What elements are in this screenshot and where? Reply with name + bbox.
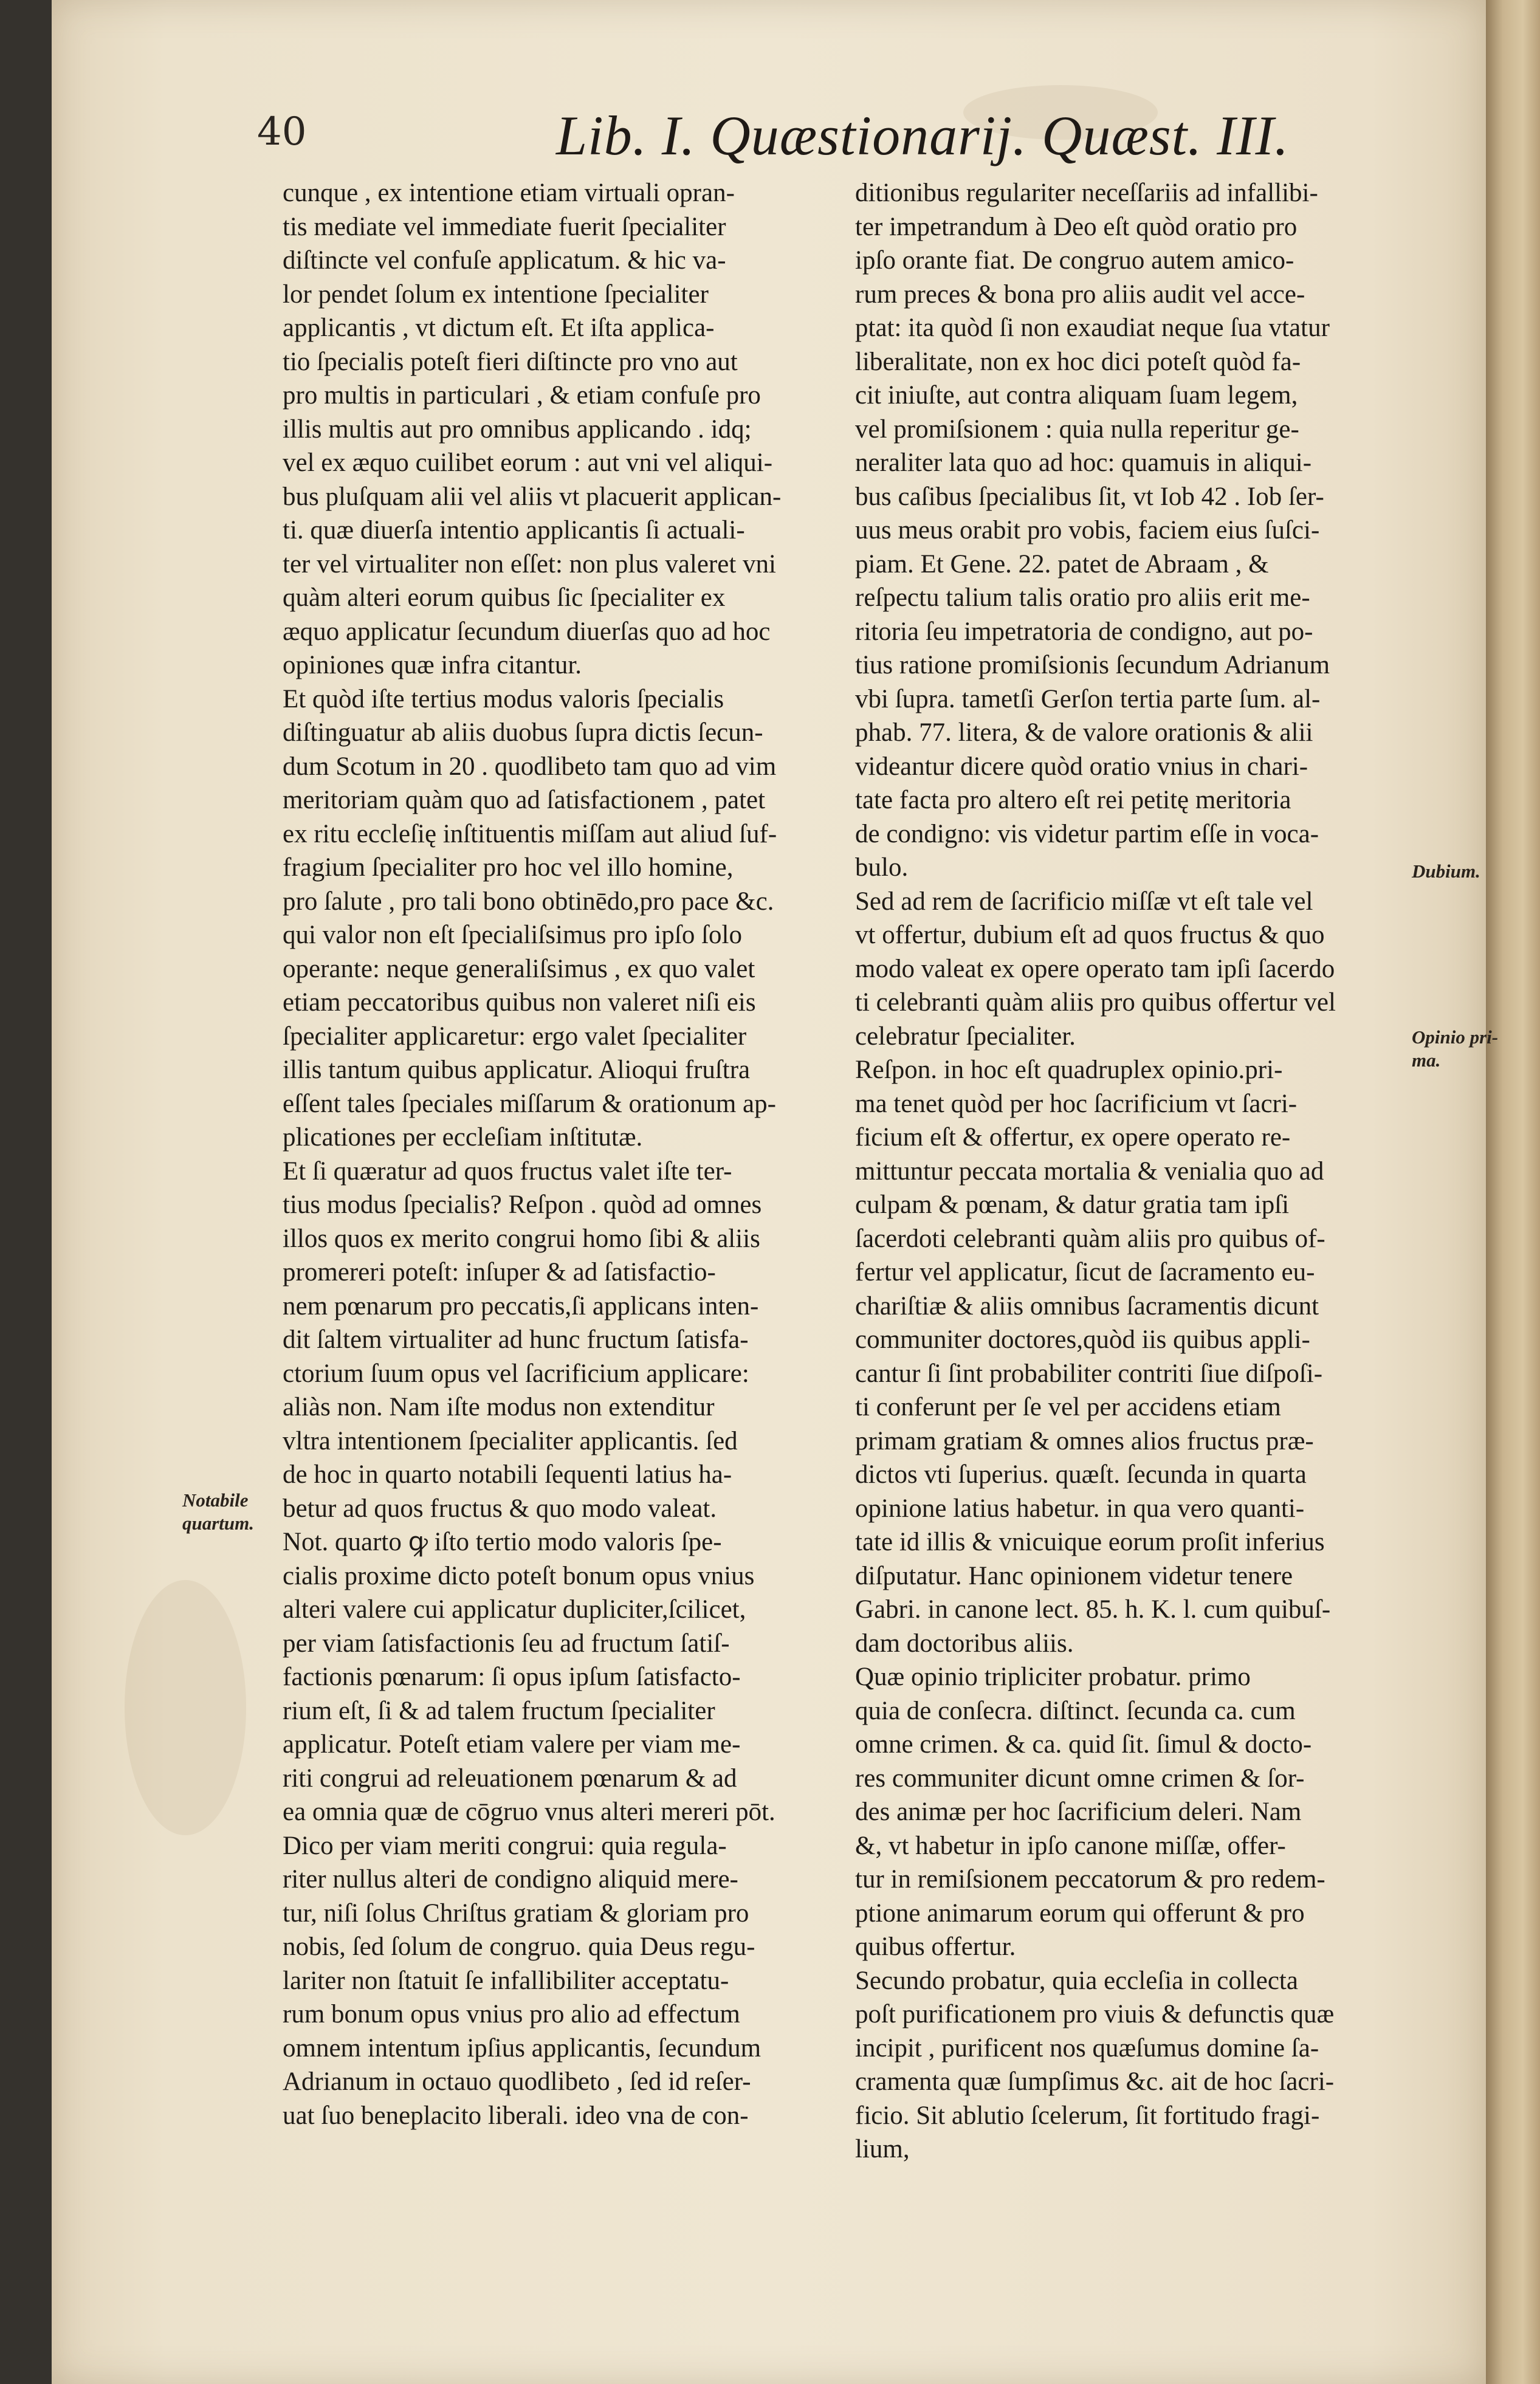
text-line: illos quos ex merito congrui homo ſibi & aliis [283,1224,760,1253]
text-line: vltra intentionem ſpecialiter applicantis. ſed [283,1426,738,1455]
text-line: æquo applicatur ſecundum diuerſas quo ad hoc [283,617,771,646]
text-line: modo valeat ex opere operato tam ipſi ſacerdo [855,954,1335,983]
running-title: Lib. I. Quæstionarij. Quæst. III. [556,105,1290,167]
text-line: dictos vti ſuperius. quæſt. ſecunda in quarta [855,1460,1307,1489]
text-line: Not. quarto ꝙ iſto tertio modo valoris ſpe- [283,1528,722,1556]
text-line: tate id illis & vnicuique eorum proſit inferius [855,1528,1325,1556]
text-line: per viam ſatisfactionis ſeu ad fructum ſatiſ- [283,1629,730,1658]
text-line: ditionibus regulariter neceſſariis ad infallibi- [855,179,1318,207]
text-line: ea omnia quæ de cōgruo vnus alteri mereri pōt. [283,1798,775,1826]
text-line: quibus offertur. [855,1932,1016,1961]
text-line: qui valor non eſt ſpecialiſsimus pro ipſo ſolo [283,921,742,949]
text-line: de hoc in quarto notabili ſequenti latius ha- [283,1460,732,1489]
text-line: eſſent tales ſpeciales miſſarum & orationum ap- [283,1089,776,1118]
text-line: Adrianum in octauo quodlibeto , ſed id reſer- [283,2067,751,2096]
text-line: phab. 77. litera, & de valore orationis & alii [855,718,1313,747]
text-line: bus pluſquam alii vel aliis vt placuerit applican- [283,482,782,511]
text-line: tis mediate vel immediate fuerit ſpecialiter [283,212,726,241]
margin-note-line: quartum. [182,1513,255,1534]
text-line: opinione latius habetur. in qua vero quanti- [855,1494,1305,1523]
text-line: rium eſt, ſi & ad talem fructum ſpecialiter [283,1696,715,1725]
text-line: dum Scotum in 20 . quodlibeto tam quo ad vim [283,752,777,781]
text-line: omne crimen. & ca. quid ſit. ſimul & docto- [855,1730,1312,1759]
text-line: vbi ſupra. tametſi Gerſon tertia parte ſum. al- [855,684,1321,713]
text-line: fragium ſpecialiter pro hoc vel illo homine, [283,853,734,882]
text-line: cialis proxime dicto poteſt bonum opus vnius [283,1561,755,1590]
text-line: liberalitate, non ex hoc dici poteſt quòd fa- [855,347,1301,376]
text-line: ficio. Sit ablutio ſcelerum, ſit fortitudo fragi- [855,2101,1320,2130]
text-line: bus caſibus ſpecialibus ſit, vt Iob 42 . Iob ſer- [855,482,1324,511]
text-line: ſpecialiter applicaretur: ergo valet ſpecialiter [283,1022,747,1051]
text-line: chariſtiæ & aliis omnibus ſacramentis dicunt [855,1291,1319,1321]
book-page [52,0,1499,2384]
next-page-edge [1483,0,1540,2384]
text-line: tate facta pro altero eſt rei petitę meritoria [855,786,1291,814]
text-line: rum preces & bona pro aliis audit vel acce- [855,280,1305,309]
text-line: ti conferunt per ſe vel per accidens etiam [855,1393,1281,1421]
text-line: de condigno: vis videtur partim eſſe in voca- [855,819,1319,848]
text-line: ptat: ita quòd ſi non exaudiat neque ſua vtatur [855,314,1330,342]
text-line: Et quòd iſte tertius modus valoris ſpecialis [283,684,724,713]
text-line: ti. quæ diuerſa intentio applicantis ſi actuali- [283,516,745,544]
text-line: cantur ſi ſint probabiliter contriti ſiue diſpoſi- [855,1359,1323,1388]
text-line: Sed ad rem de ſacrificio miſſæ vt eſt tale vel [855,887,1313,916]
text-line: Dico per viam meriti congrui: quia regula- [283,1831,727,1860]
text-line: Quæ opinio tripliciter probatur. primo [855,1663,1251,1691]
text-line: ficium eſt & offertur, ex opere operato re- [855,1123,1291,1152]
text-line: Et ſi quæratur ad quos fructus valet iſte ter- [283,1156,732,1186]
text-line: reſpectu talium talis oratio pro aliis erit me- [855,583,1310,612]
page-number: 40 [257,109,307,154]
left-text-column [283,176,881,2132]
text-line: vel promiſsionem : quia nulla reperitur ge- [855,414,1299,444]
text-line: ctorium ſuum opus vel ſacrificium applicare: [283,1359,749,1388]
running-head [52,103,1486,170]
text-line: diſtincte vel confuſe applicatum. & hic va- [283,246,726,275]
text-line: quia de conſecra. diſtinct. ſecunda ca. cum [855,1696,1296,1725]
text-line: plicationes per eccleſiam inſtitutæ. [283,1123,643,1152]
text-line: ptione animarum eorum qui offerunt & pro [855,1898,1305,1928]
text-line: illis tantum quibus applicatur. Alioqui fruſtra [283,1056,751,1084]
margin-note-notabile [182,1489,254,1535]
text-line: illis multis aut pro omnibus applicando . idq; [283,414,752,444]
text-line: Reſpon. in hoc eſt quadruplex opinio.pri- [855,1056,1283,1084]
text-line: pro multis in particulari , & etiam confuſe pro [283,381,761,410]
text-line: tio ſpecialis poteſt fieri diſtincte pro vno aut [283,347,738,376]
text-line: quàm alteri eorum quibus ſic ſpecialiter ex [283,583,726,612]
text-line: Gabri. in canone lect. 85. h. K. l. cum quibuſ- [855,1595,1331,1624]
text-line: tur in remiſsionem peccatorum & pro redem- [855,1865,1325,1894]
text-line: diſputatur. Hanc opinionem videtur tenere [855,1561,1293,1590]
text-line: dit ſaltem virtualiter ad hunc fructum ſatisfa- [283,1325,749,1354]
margin-note-line: Dubium. [1412,861,1480,882]
text-line: etiam peccatoribus quibus non valeret niſi eis [283,988,756,1017]
text-line: Secundo probatur, quia eccleſia in collecta [855,1966,1298,1995]
text-line: ti celebranti quàm aliis pro quibus offertur vel [855,988,1336,1017]
text-line: factionis pœnarum: ſi opus ipſum ſatisfacto- [283,1663,741,1691]
text-line: applicatur. Poteſt etiam valere per viam me- [283,1730,741,1759]
text-line: uus meus orabit pro vobis, faciem eius ſuſci- [855,516,1320,544]
text-line: alteri valere cui applicatur dupliciter,ſcilicet, [283,1595,746,1624]
text-line: poſt purificationem pro viuis & defunctis quæ [855,2000,1335,2028]
text-line: neraliter lata quo ad hoc: quamuis in aliqui- [855,448,1312,477]
text-line: diſtinguatur ab aliis duobus ſupra dictis ſecun- [283,718,763,747]
text-line: res communiter dicunt omne crimen & ſor- [855,1764,1305,1793]
text-line: vel ex æquo cuilibet eorum : aut vni vel aliqui- [283,448,773,477]
text-line: ipſo orante fiat. De congruo autem amico- [855,246,1294,275]
text-line: riter nullus alteri de condigno aliquid mere- [283,1865,738,1894]
text-line: ritoria ſeu impetratoria de condigno, aut po- [855,617,1313,646]
text-line: incipit , purificent nos quæſumus domine ſa- [855,2033,1319,2063]
text-line: ma tenet quòd per hoc ſacrificium vt ſacri- [855,1089,1298,1118]
text-line: lor pendet ſolum ex intentione ſpecialiter [283,280,709,309]
text-line: promereri poteſt: inſuper & ad ſatisfactio- [283,1258,716,1286]
right-text-column [855,176,1457,2166]
text-line: cit iniuſte, aut contra aliquam ſuam legem, [855,381,1298,410]
text-line: ter impetrandum à Deo eſt quòd oratio pro [855,212,1298,241]
text-line: cunque , ex intentione etiam virtuali opran- [283,179,735,207]
text-line: &, vt habetur in ipſo canone miſſæ, offer- [855,1831,1286,1860]
margin-note-line: Notabile [182,1489,249,1511]
text-line: aliàs non. Nam iſte modus non extenditur [283,1393,715,1421]
text-line: riti congrui ad releuationem pœnarum & ad [283,1764,737,1793]
text-line: betur ad quos fructus & quo modo valeat. [283,1494,717,1523]
text-line: pro ſalute , pro tali bono obtinēdo,pro pace &c. [283,887,774,916]
text-line: meritoriam quàm quo ad ſatisfactionem , patet [283,786,766,814]
text-line: primam gratiam & omnes alios fructus præ- [855,1426,1314,1455]
text-line: operante: neque generaliſsimus , ex quo valet [283,954,755,983]
text-line: videantur dicere quòd oratio vnius in chari- [855,752,1308,781]
text-line: tius ratione promiſsionis ſecundum Adrianum [855,651,1330,679]
text-line: culpam & pœnam, & datur gratia tam ipſi [855,1190,1290,1219]
text-line: cramenta quæ ſumpſimus &c. ait de hoc ſacri- [855,2067,1335,2096]
text-line: lium, [855,2135,910,2163]
text-line: uat ſuo beneplacito liberali. ideo vna de con- [283,2101,749,2130]
text-line: nobis, ſed ſolum de congruo. quia Deus regu- [283,1932,755,1961]
text-line: dam doctoribus aliis. [855,1629,1074,1658]
margin-note-line: Opinio pri- [1412,1026,1499,1048]
text-line: celebratur ſpecialiter. [855,1022,1076,1051]
text-line: mittuntur peccata mortalia & venialia quo ad [855,1156,1324,1186]
text-line: vt offertur, dubium eſt ad quos fructus & quo [855,921,1325,949]
text-line: ſacerdoti celebranti quàm aliis pro quibus of- [855,1224,1325,1253]
text-line: piam. Et Gene. 22. patet de Abraam , & [855,549,1269,579]
text-line: ex ritu eccleſię inſtituentis miſſam aut aliud ſuf- [283,819,777,848]
text-line: lariter non ſtatuit ſe infallibiliter acceptatu- [283,1966,729,1995]
margin-note-line: ma. [1412,1049,1441,1071]
paper-stain [125,1580,246,1835]
text-line: tius modus ſpecialis? Reſpon . quòd ad omnes [283,1190,762,1219]
text-line: applicantis , vt dictum eſt. Et iſta applica- [283,314,715,342]
text-line: rum bonum opus vnius pro alio ad effectum [283,2000,740,2028]
text-line: ter vel virtualiter non eſſet: non plus valeret vni [283,549,776,579]
text-line: communiter doctores,quòd iis quibus appli- [855,1325,1310,1354]
text-line: nem pœnarum pro peccatis,ſi applicans inten- [283,1291,759,1321]
text-line: fertur vel applicatur, ſicut de ſacramento eu- [855,1258,1315,1286]
text-line: omnem intentum ipſius applicantis, ſecundum [283,2033,761,2063]
text-line: tur, niſi ſolus Chriſtus gratiam & gloriam pro [283,1898,749,1928]
text-line: des animæ per hoc ſacrificium deleri. Nam [855,1798,1302,1826]
text-line: opiniones quæ infra citantur. [283,651,582,679]
text-line: bulo. [855,853,909,882]
